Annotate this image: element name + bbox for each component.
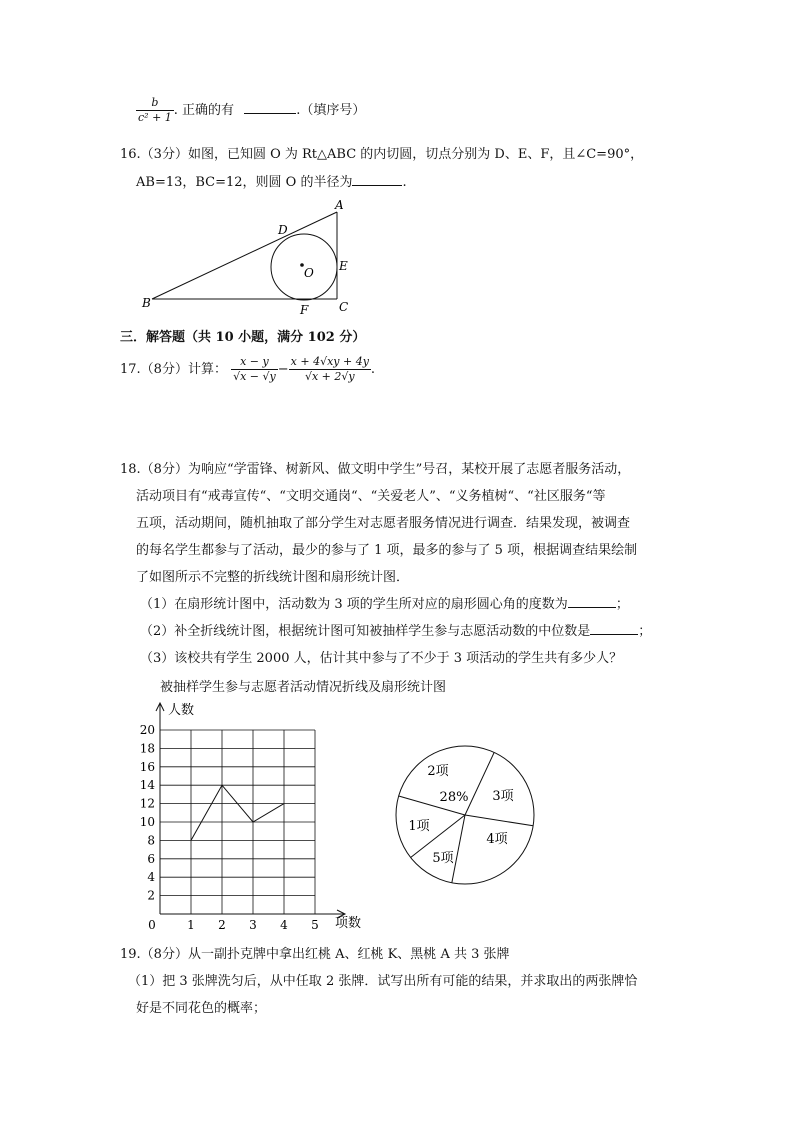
q18-sub2-text: （2）补全折线统计图，根据统计图可知被抽样学生参与志愿活动数的中位数是: [140, 624, 591, 639]
label-d: D: [278, 223, 288, 237]
y-tick-label: 4: [147, 870, 155, 885]
x-tick-label: 3: [249, 918, 257, 930]
q18-sub2-blank[interactable]: [590, 634, 638, 635]
q19-line2: （1）把 3 张牌洗匀后，从中任取 2 张牌．试写出所有可能的结果，并求取出的两张牌恰: [128, 974, 638, 989]
incircle-figure: [130, 195, 370, 320]
q19-line3: 好是不同花色的概率；: [136, 1001, 267, 1016]
q18-sub2: [140, 620, 651, 639]
pie-slice-label: 1项: [408, 819, 430, 834]
side-ab: [152, 212, 337, 299]
q18-line2: 活动项目有“戒毒宣传“、“文明交通岗“、“关爱老人”、“义务植树“、“社区服务“等: [136, 489, 606, 504]
pie-slice-label: 4项: [486, 832, 508, 847]
q16-line2: [136, 171, 407, 190]
q16-line2-text: AB=13，BC=12，则圆 O 的半径为: [136, 175, 353, 190]
label-c: C: [339, 300, 349, 314]
pie-chart: [390, 740, 540, 890]
q17-f2-num: x + 4√xy + 4y: [290, 355, 369, 368]
y-tick-label: 8: [147, 833, 155, 848]
label-f: F: [300, 303, 309, 317]
q18-sub3: （3）该校共有学生 2000 人，估计其中参与了不少于 3 项活动的学生共有多少人？: [140, 651, 623, 666]
section-title: 三．解答题（共 10 小题，满分 102 分）: [120, 330, 366, 345]
q19-line1: 19.（8分）从一副扑克牌中拿出红桃 A、红桃 K、黑桃 A 共 3 张牌: [120, 947, 510, 962]
q15-text: . 正确的有: [173, 103, 235, 118]
x-axis-label: 项数: [335, 916, 362, 930]
pie-slice-edge: [465, 752, 494, 815]
y-tick-label: 20: [139, 723, 155, 737]
y-tick-label: 2: [147, 888, 155, 903]
line-chart: [130, 700, 370, 930]
q15-answer-blank[interactable]: [244, 113, 296, 114]
q17-fraction-1: [231, 355, 278, 384]
q16-line1: 16.（3分）如图，已知圆 O 为 Rt△ABC 的内切圆，切点分别为 D、E、F，且∠C=90°，: [120, 147, 644, 162]
y-axis-label: 人数: [168, 703, 195, 718]
label-e: E: [339, 259, 348, 273]
y-tick-label: 10: [139, 815, 155, 829]
q17-f1-num: x − y: [231, 355, 278, 370]
q18-line4: 的每名学生都参与了活动，最少的参与了 1 项，最多的参与了 5 项，根据调查结果绘制: [136, 543, 638, 558]
q16-line2-end: .: [402, 175, 407, 190]
q18-sub2-end: ；: [638, 624, 652, 639]
q15-frac-num: b: [136, 96, 174, 111]
x-tick-label: 1: [187, 918, 195, 930]
q18-sub1: [140, 593, 629, 612]
q17-minus: −: [277, 362, 289, 377]
y-tick-label: 18: [139, 741, 155, 756]
x-tick-label: 4: [280, 918, 288, 930]
label-b: B: [142, 296, 151, 310]
series-line: [191, 785, 284, 840]
q15-fraction: [136, 96, 174, 125]
q17: [120, 355, 375, 384]
q17-f1-den: √x − √y: [233, 370, 276, 383]
q17-prefix: 17.（8分）计算：: [120, 362, 227, 377]
q15-suffix: .（填序号）: [296, 103, 366, 118]
q15-frac-den: c² + 1: [138, 111, 172, 124]
q17-f2-den: √x + 2√y: [304, 370, 355, 383]
pie-slice-edge: [465, 815, 533, 826]
pie-slice-label: 3项: [492, 789, 514, 804]
figure-title: 被抽样学生参与志愿者活动情况折线及扇形统计图: [160, 680, 447, 695]
x-tick-label: 2: [218, 918, 226, 930]
q18-line1: 18.（8分）为响应“学雷锋、树新风、做文明中学生”号召，某校开展了志愿者服务活动，: [120, 462, 631, 477]
x-tick-label: 5: [311, 918, 319, 930]
q18-line3: 五项，活动期间，随机抽取了部分学生对志愿者服务情况进行调查．结果发现，被调查: [136, 516, 631, 531]
pie-slice-label: 2项: [427, 764, 449, 779]
y-tick-label: 6: [147, 851, 155, 866]
q17-fraction-2: [289, 355, 371, 384]
x-tick-label: 0: [148, 918, 156, 930]
q18-sub1-text: （1）在扇形统计图中，活动数为 3 项的学生所对应的扇形圆心角的度数为: [140, 597, 568, 612]
q18-sub1-blank[interactable]: [568, 607, 616, 608]
pie-slice-edge: [452, 815, 465, 883]
pie-slice-label: 5项: [432, 851, 454, 866]
label-a: A: [335, 198, 344, 212]
y-tick-label: 16: [139, 759, 155, 774]
y-tick-label: 14: [139, 778, 155, 793]
q16-answer-blank[interactable]: [352, 185, 402, 186]
q18-line5: 了如图所示不完整的折线统计图和扇形统计图．: [136, 570, 410, 585]
label-o: O: [304, 266, 314, 280]
q15-tail: [136, 96, 365, 125]
pie-percent-label: 28%: [439, 790, 469, 805]
q18-sub1-end: ；: [615, 597, 629, 612]
q17-end: .: [370, 362, 376, 377]
y-tick-label: 12: [139, 796, 155, 811]
